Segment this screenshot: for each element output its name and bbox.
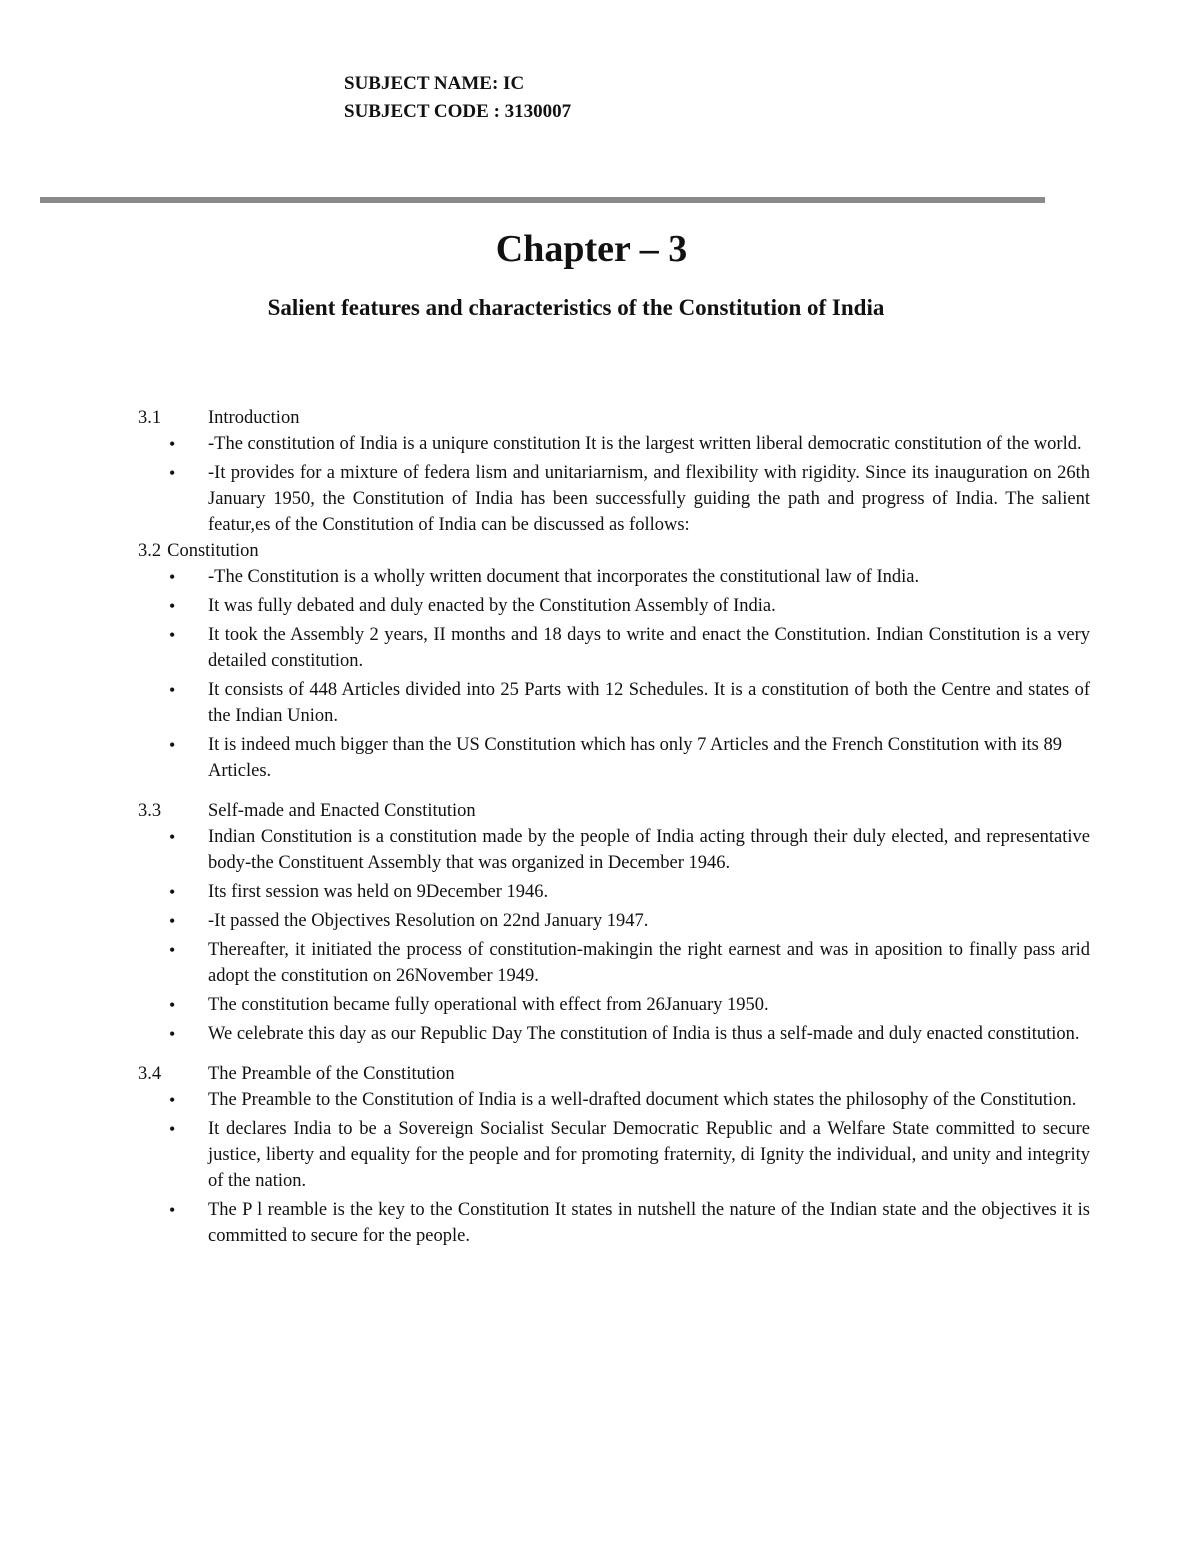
list-item: • We celebrate this day as our Republic Day The constitution of India is thus a self-made and duly enacted constitution.: [138, 1021, 1090, 1047]
list-item: • The Preamble to the Constitution of India is a well-drafted document which states the philosophy of the Constitution.: [138, 1087, 1090, 1113]
section-number: 3.3: [138, 801, 162, 821]
list-item: • The constitution became fully operational with effect from 26January 1950.: [138, 992, 1090, 1018]
section-title: Self-made and Enacted Constitution: [208, 801, 476, 821]
bullet-list: [138, 1087, 1090, 1249]
section-heading-constitution: [138, 538, 1090, 564]
list-item: • -It provides for a mixture of federa lism and unitariarnism, and flexibility with rigidity. Since its inauguration on 26th January 1950, the Constitution of India has been successfully guiding the path and progress of India. The salient featur,es of the Constitution of India can be discussed as follows:: [138, 460, 1090, 538]
section-number: 3.1: [138, 408, 162, 428]
list-item: • The P l reamble is the key to the Constitution It states in nutshell the nature of the Indian state and the objectives it is committed to secure for the people.: [138, 1197, 1090, 1249]
horizontal-rule: [40, 197, 1045, 203]
bullet-list: [138, 564, 1090, 784]
list-item: • Indian Constitution is a constitution made by the people of India acting through their duly elected, and representative body-the Constituent Assembly that was organized in December 1946.: [138, 824, 1090, 876]
bullet-list: [138, 431, 1090, 538]
subject-code: SUBJECT CODE : 3130007: [344, 101, 572, 122]
list-item: • Its first session was held on 9December 1946.: [138, 879, 1090, 905]
list-item: • It consists of 448 Articles divided into 25 Parts with 12 Schedules. It is a constitution of both the Centre and states of the Indian Union.: [138, 677, 1090, 729]
section-number: 3.4: [138, 1064, 162, 1084]
section-number: 3.2: [138, 541, 162, 561]
section-title: Constitution: [167, 541, 259, 561]
section-heading-introduction: [138, 405, 1090, 431]
section-title: The Preamble of the Constitution: [208, 1064, 455, 1084]
document-body: [138, 405, 1090, 1249]
list-item: • It was fully debated and duly enacted by the Constitution Assembly of India.: [138, 593, 1090, 619]
subject-name: SUBJECT NAME: IC: [344, 73, 525, 94]
section-heading-preamble: [138, 1061, 1090, 1087]
list-item: • It is indeed much bigger than the US Constitution which has only 7 Articles and the French Constitution with its 89 Articles.: [138, 732, 1090, 784]
subject-header: [344, 70, 571, 126]
list-item: • -The Constitution is a wholly written document that incorporates the constitutional law of India.: [138, 564, 1090, 590]
list-item: • -It passed the Objectives Resolution on 22nd January 1947.: [138, 908, 1090, 934]
list-item: • It declares India to be a Sovereign Socialist Secular Democratic Republic and a Welfare State committed to secure justice, liberty and equality for the people and for promoting fraternity, di Ignity the individual, and unity and integrity of the nation.: [138, 1116, 1090, 1194]
chapter-subtitle: Salient features and characteristics of the Constitution of India: [267, 295, 885, 320]
bullet-list: [138, 824, 1090, 1047]
list-item: • It took the Assembly 2 years, II months and 18 days to write and enact the Constitution. Indian Constitution is a very detailed constitution.: [138, 622, 1090, 674]
section-heading-self-made: [138, 798, 1090, 824]
section-title: Introduction: [208, 408, 300, 428]
list-item: • Thereafter, it initiated the process of constitution-makingin the right earnest and was in aposition to finally pass arid adopt the constitution on 26November 1949.: [138, 937, 1090, 989]
list-item: • -The constitution of India is a uniqure constitution It is the largest written liberal democratic constitution of the world.: [138, 431, 1090, 457]
chapter-title: Chapter – 3: [495, 228, 688, 270]
